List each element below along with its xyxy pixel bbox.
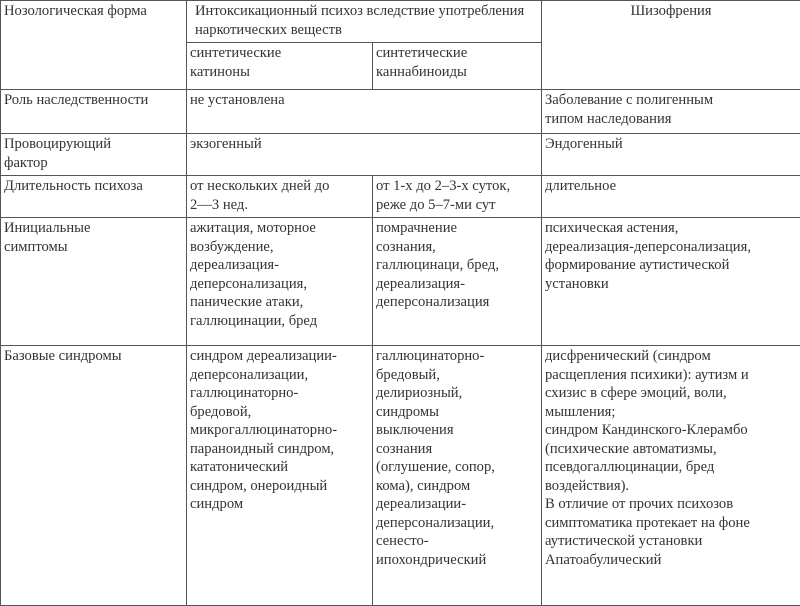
row-initial-symptoms <box>1 218 800 346</box>
header-intoxication-psychosis: Интоксикационный психоз вследствие употребления наркотических веществ <box>187 1 542 43</box>
row-label: Провоцирующий фактор <box>1 134 187 176</box>
row-label: Базовые синдромы <box>1 346 187 606</box>
subheader-cathinones: синтетические катиноны <box>187 43 373 90</box>
row-intoxication-value: экзогенный <box>187 134 542 176</box>
row-cathinones-value: от нескольких дней до 2—3 нед. <box>187 176 373 218</box>
row-label: Роль наследственности <box>1 90 187 134</box>
row-schizophrenia-value: длительное <box>542 176 800 218</box>
row-schizophrenia-value: дисфренический (синдром расщепления психики): аутизм и схизис в сфере эмоций, воли, мышления; синдром Кандинского-Клерамбо (психические автоматизмы, псевдогаллюцинации, бред воздействия). В отличие от прочих психозов симптоматика протекает на фоне аутистической установки Апатоабулический <box>542 346 800 606</box>
row-cathinones-value: ажитация, моторное возбуждение, дереализация- деперсонализация, панические атаки, галлюцинации, бред <box>187 218 373 346</box>
row-heredity <box>1 90 800 134</box>
row-schizophrenia-value: Эндогенный <box>542 134 800 176</box>
row-label: Инициальные симптомы <box>1 218 187 346</box>
row-label: Длительность психоза <box>1 176 187 218</box>
row-schizophrenia-value: Заболевание с полигенным типом наследования <box>542 90 800 134</box>
subheader-cannabinoids: синтетические каннабиноиды <box>373 43 542 90</box>
row-cathinones-value: синдром дереализации- деперсонализации, галлюцинаторно- бредовой, микрогаллюцинаторно- параноидный синдром, кататонический синдром, онероидный синдром <box>187 346 373 606</box>
row-base-syndromes <box>1 346 800 606</box>
row-schizophrenia-value: психическая астения, дереализация-деперсонализация, формирование аутистической установки <box>542 218 800 346</box>
header-schizophrenia: Шизофрения <box>542 1 800 90</box>
row-duration <box>1 176 800 218</box>
row-cannabinoids-value: помрачнение сознания, галлюцинаци, бред, дереализация- деперсонализация <box>373 218 542 346</box>
header-row <box>1 1 800 43</box>
row-intoxication-value: не установлена <box>187 90 542 134</box>
row-cannabinoids-value: галлюцинаторно- бредовый, делириозный, синдромы выключения сознания (оглушение, сопор, кома), синдром дереализации- деперсонализации, сенесто- ипохондрический <box>373 346 542 606</box>
header-nosological-form: Нозологическая форма <box>1 1 187 90</box>
row-provoking-factor <box>1 134 800 176</box>
row-cannabinoids-value: от 1-х до 2–3-х суток, реже до 5–7-ми сут <box>373 176 542 218</box>
